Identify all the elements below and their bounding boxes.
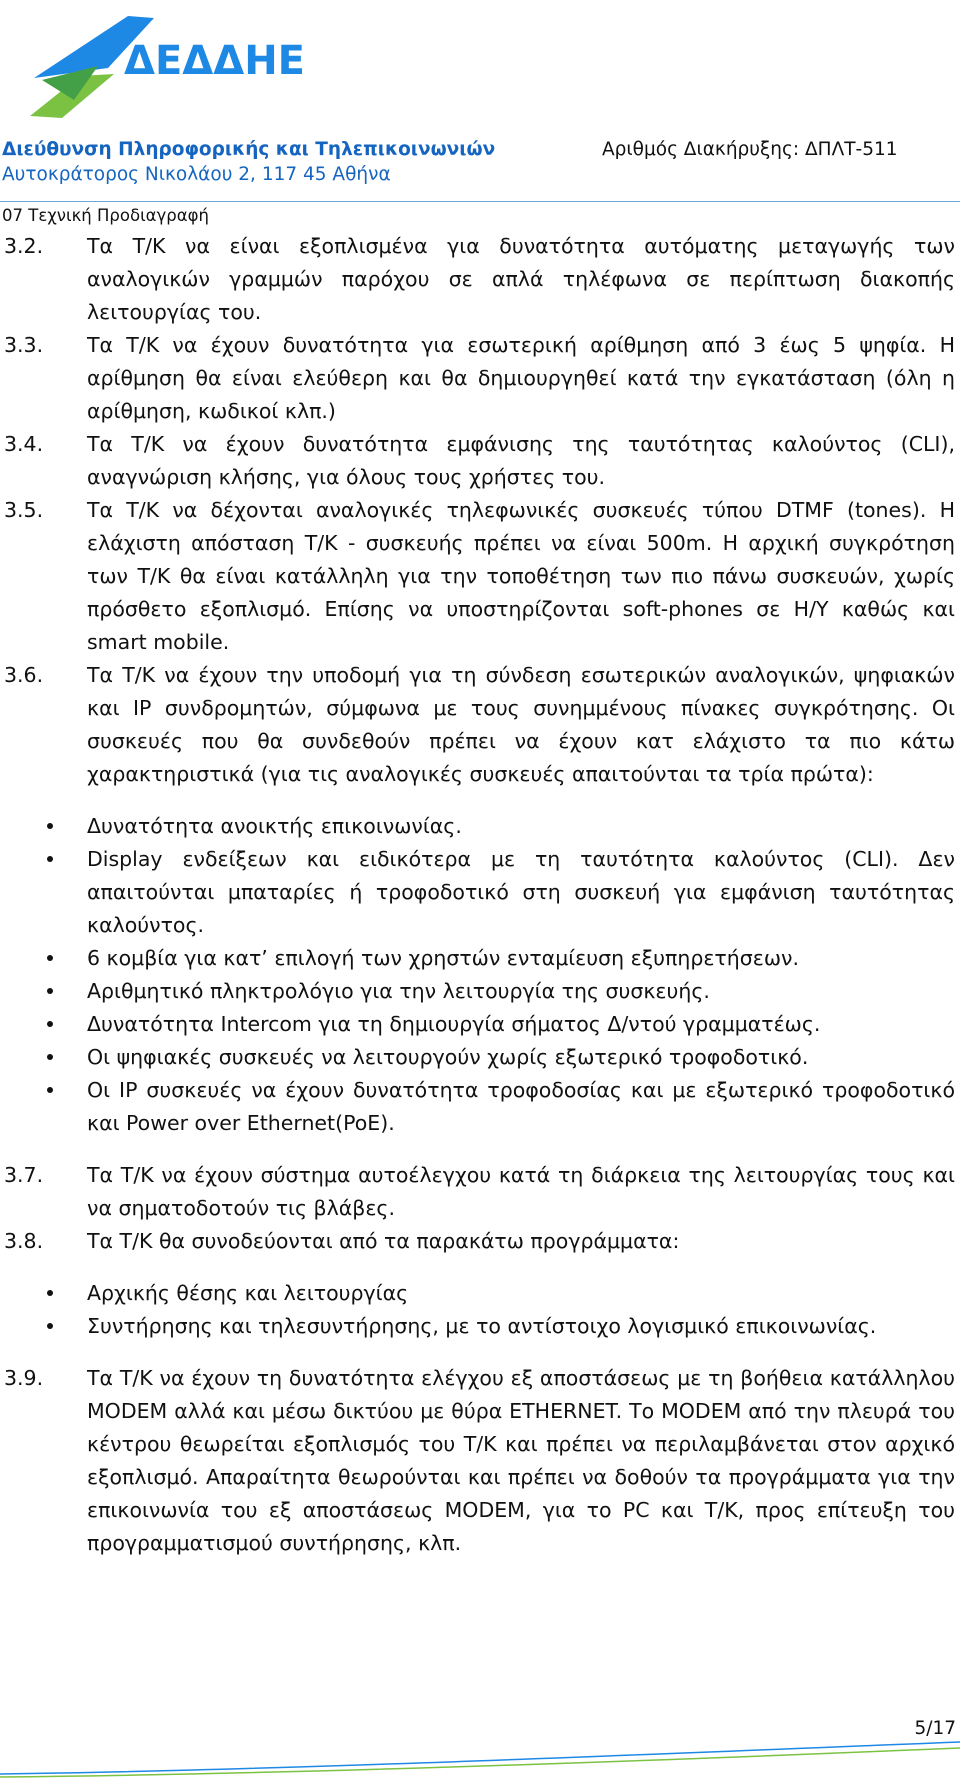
bullet-icon	[4, 810, 87, 843]
organization-address: Αυτοκράτορος Νικολάου 2, 117 45 Αθήνα	[2, 164, 391, 185]
clause-3-5	[4, 494, 960, 659]
list-item: Οι IP συσκευές να έχουν δυνατότητα τροφοδοσίας και με εξωτερικό τροφοδοτικό και Power over Ethernet(PoE).	[4, 1074, 960, 1140]
clause-number: 3.9.	[4, 1366, 44, 1390]
list-item: Αρχικής θέσης και λειτουργίας	[4, 1277, 960, 1310]
declaration-number: Αριθμός Διακήρυξης: ΔΠΛΤ-511	[602, 139, 898, 160]
footer-decoration	[0, 1728, 960, 1778]
clause-number: 3.8.	[4, 1229, 44, 1253]
clause-number: 3.2.	[4, 234, 44, 258]
clause-3-9	[4, 1362, 960, 1560]
programs-list	[4, 1277, 960, 1343]
footer-line-green	[0, 1748, 960, 1777]
list-item: Δυνατότητα Intercom για τη δημιουργία σήματος Δ/ντού γραμματέως.	[4, 1008, 960, 1041]
bullet-icon	[4, 1310, 87, 1343]
logo-wordmark: ΔΕΔΔΗΕ	[124, 38, 305, 84]
clause-text: Τα Τ/Κ να έχουν τη δυνατότητα ελέγχου εξ αποστάσεως με τη βοήθεια κατάλληλου MODEM αλλά και μέσω δικτύου με θύρα ETHERNET. Το MODEM από την πλευρά του κέντρου θεωρείται εξοπλισμός του Τ/Κ και πρέπει να περιλαμβάνεται στον αρχικό εξοπλισμό. Απαραίτητα θεωρούνται και πρέπει να δοθούν τα προγράμματα για την επικοινωνία του εξ αποστάσεως MODEM, για το PC και Τ/Κ, προς επίτευξη του προγραμματισμού συντήρησης, κλπ.	[87, 1366, 955, 1555]
organization-name: Διεύθυνση Πληροφορικής και Τηλεπικοινωνιών	[2, 139, 496, 160]
clause-number: 3.3.	[4, 333, 44, 357]
header-divider	[0, 201, 960, 202]
clause-text: Τα Τ/Κ να έχουν δυνατότητα για εσωτερική αρίθμηση από 3 έως 5 ψηφία. Η αρίθμηση θα είναι ελεύθερη και θα δημιουργηθεί κατά την εγκατάσταση (όλη η αρίθμηση, κωδικοί κλπ.)	[87, 333, 955, 423]
clause-text: Τα Τ/Κ να έχουν δυνατότητα εμφάνισης της ταυτότητας καλούντος (CLI), αναγνώριση κλήσης, για όλους τους χρήστες του.	[87, 432, 955, 489]
clause-number: 3.7.	[4, 1163, 44, 1187]
list-item: Οι ψηφιακές συσκευές να λειτουργούν χωρίς εξωτερικό τροφοδοτικό.	[4, 1041, 960, 1074]
bullet-icon	[4, 1008, 87, 1041]
bullet-icon	[4, 1277, 87, 1310]
clause-text: Τα Τ/Κ να είναι εξοπλισμένα για δυνατότητα αυτόματης μεταγωγής των αναλογικών γραμμών παρόχου σε απλά τηλέφωνα σε περίπτωση διακοπής λειτουργίας του.	[87, 234, 955, 324]
list-item: 6 κομβία για κατ’ επιλογή των χρηστών ενταμίευση εξυπηρετήσεων.	[4, 942, 960, 975]
organization-block	[2, 137, 495, 187]
list-item: Συντήρησης και τηλεσυντήρησης, με το αντίστοιχο λογισμικό επικοινωνίας.	[4, 1310, 960, 1343]
page-number: 5/17	[914, 1718, 956, 1739]
device-features-list	[4, 810, 960, 1140]
list-item: Δυνατότητα ανοικτής επικοινωνίας.	[4, 810, 960, 843]
clause-number: 3.5.	[4, 498, 44, 522]
clause-3-8	[4, 1225, 960, 1258]
bullet-icon	[4, 843, 87, 876]
bullet-icon	[4, 1041, 87, 1074]
company-logo	[28, 8, 318, 120]
section-label: 07 Τεχνική Προδιαγραφή	[2, 206, 209, 225]
clause-text: Τα Τ/Κ θα συνοδεύονται από τα παρακάτω προγράμματα:	[87, 1229, 680, 1253]
footer-line-blue	[0, 1742, 960, 1774]
clause-text: Τα Τ/Κ να δέχονται αναλογικές τηλεφωνικές συσκευές τύπου DTMF (tones). Η ελάχιστη απόσταση Τ/Κ - συσκευής πρέπει να είναι 500m. Η αρχική συγκρότηση των Τ/Κ θα είναι κατάλληλη για την τοποθέτηση των πιο πάνω συσκευών, χωρίς πρόσθετο εξοπλισμό. Επίσης να υποστηρίζονται soft-phones σε Η/Υ καθώς και smart mobile.	[87, 498, 955, 654]
clause-3-6	[4, 659, 960, 791]
list-item: Display ενδείξεων και ειδικότερα με τη ταυτότητα καλούντος (CLI). Δεν απαιτούνται μπαταρίες ή τροφοδοτικό στη συσκευή για εμφάνιση ταυτότητας καλούντος.	[4, 843, 960, 942]
bullet-icon	[4, 975, 87, 1008]
bullet-icon	[4, 942, 87, 975]
clause-3-2	[4, 230, 960, 329]
list-item: Αριθμητικό πληκτρολόγιο για την λειτουργία της συσκευής.	[4, 975, 960, 1008]
clause-number: 3.6.	[4, 663, 44, 687]
clause-3-7	[4, 1159, 960, 1225]
clause-text: Τα Τ/Κ να έχουν σύστημα αυτοέλεγχου κατά τη διάρκεια της λειτουργίας τους και να σηματοδοτούν τις βλάβες.	[87, 1163, 955, 1220]
clause-text: Τα Τ/Κ να έχουν την υποδομή για τη σύνδεση εσωτερικών αναλογικών, ψηφιακών και IP συνδρομητών, σύμφωνα με τους συνημμένους πίνακες συγκρότησης. Οι συσκευές που θα συνδεθούν πρέπει να έχουν κατ ελάχιστο τα πιο κάτω χαρακτηριστικά (για τις αναλογικές συσκευές απαιτούνται τα τρία πρώτα):	[87, 663, 955, 786]
clause-3-3	[4, 329, 960, 428]
clause-number: 3.4.	[4, 432, 44, 456]
clause-3-4	[4, 428, 960, 494]
document-body	[4, 230, 960, 1560]
bullet-icon	[4, 1074, 87, 1107]
